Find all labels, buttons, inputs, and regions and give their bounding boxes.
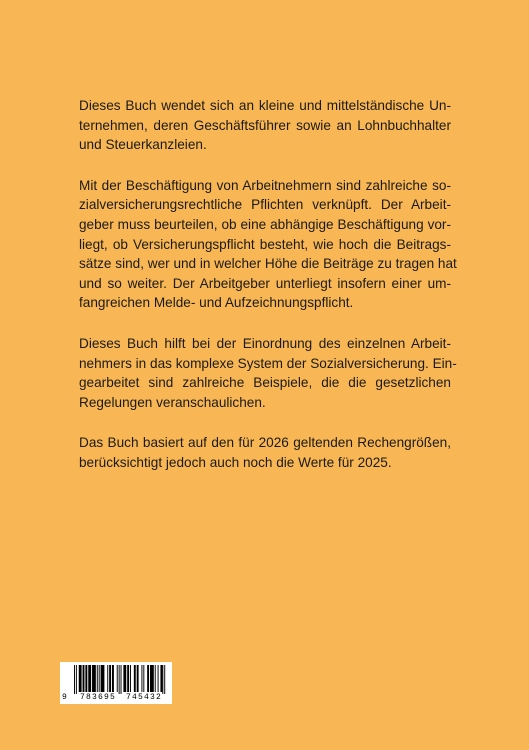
barcode-bar: [158, 665, 159, 692]
barcode-bar: [123, 665, 126, 692]
barcode-bar: [74, 665, 75, 694]
text-line: und so weiter. Der Arbeitgeber unterliegt insofern einer um-: [79, 275, 451, 291]
barcode-bar: [76, 665, 77, 694]
barcode-bar: [155, 665, 156, 692]
barcode-lead-digit: 9: [62, 693, 67, 702]
text-line: Regelungen veranschaulichen.: [79, 394, 266, 410]
barcode-bar: [83, 665, 85, 692]
back-cover-text: [79, 96, 457, 494]
barcode-bar: [92, 665, 96, 692]
barcode-bar: [85, 665, 87, 692]
barcode-digits: [60, 693, 172, 703]
paragraph-audience: [79, 96, 451, 155]
barcode-bar: [101, 665, 105, 692]
barcode-bar: [150, 665, 154, 692]
barcode-bar: [162, 665, 163, 694]
text-line: zialversicherungsrechtliche Pflichten verknüpft. Der Arbeit-: [79, 197, 451, 213]
barcode-bar: [109, 665, 111, 692]
barcode-bar: [97, 665, 98, 692]
text-line: Dieses Buch hilft bei der Einordnung des einzelnen Arbeit-: [79, 335, 451, 351]
text-line: sätze sind, wer und in welcher Höhe die Beiträge zu tragen hat: [79, 256, 457, 272]
text-line: und Steuerkanzleien.: [79, 137, 207, 153]
barcode-bar: [117, 665, 118, 692]
barcode-bar: [107, 665, 108, 692]
text-line: geber muss beurteilen, ob eine abhängige Beschäftigung vor-: [79, 216, 451, 232]
barcode-bars: [60, 662, 172, 694]
paragraph-basis: [79, 433, 451, 472]
barcode-bar: [137, 665, 139, 692]
barcode-bar: [164, 665, 165, 694]
barcode-bar: [99, 665, 100, 692]
barcode-bar: [127, 665, 129, 692]
barcode-digit-group-1: 783695: [80, 693, 117, 702]
paragraph-help: [79, 334, 457, 412]
barcode-bar: [88, 665, 91, 692]
text-line: Dieses Buch wendet sich an kleine und mittelständische Un-: [79, 98, 451, 113]
text-line: liegt, ob Versicherungspflicht besteht, wie hoch die Beitrags-: [79, 236, 451, 252]
text-line: nehmers in das komplexe System der Sozialversicherung. Ein-: [79, 355, 457, 371]
barcode-bar: [112, 665, 114, 692]
text-line: gearbeitet sind zahlreiche Beispiele, die die gesetzlichen: [79, 375, 451, 391]
barcode-bar: [141, 665, 142, 692]
text-line: ternehmen, deren Geschäftsführer sowie an Lohnbuchhalter: [79, 117, 451, 133]
barcode-bar: [119, 665, 120, 694]
barcode-bar: [134, 665, 136, 692]
barcode-bar: [121, 665, 122, 694]
barcode-bar: [79, 665, 82, 692]
text-line: berücksichtigt jedoch auch noch die Werte für 2025.: [79, 454, 392, 470]
paragraph-obligations: [79, 176, 457, 313]
isbn-barcode: [60, 662, 172, 704]
barcode-digit-group-2: 745432: [126, 693, 163, 702]
barcode-bar: [143, 665, 144, 692]
text-line: fangreichen Melde- und Aufzeichnungspflicht.: [79, 295, 354, 311]
barcode-bar: [147, 665, 149, 692]
text-line: Das Buch basiert auf den für 2026 geltenden Rechengrößen,: [79, 435, 451, 451]
barcode-bar: [130, 665, 131, 692]
barcode-bar: [160, 665, 162, 692]
text-line: Mit der Beschäftigung von Arbeitnehmern sind zahlreiche so-: [79, 177, 451, 193]
